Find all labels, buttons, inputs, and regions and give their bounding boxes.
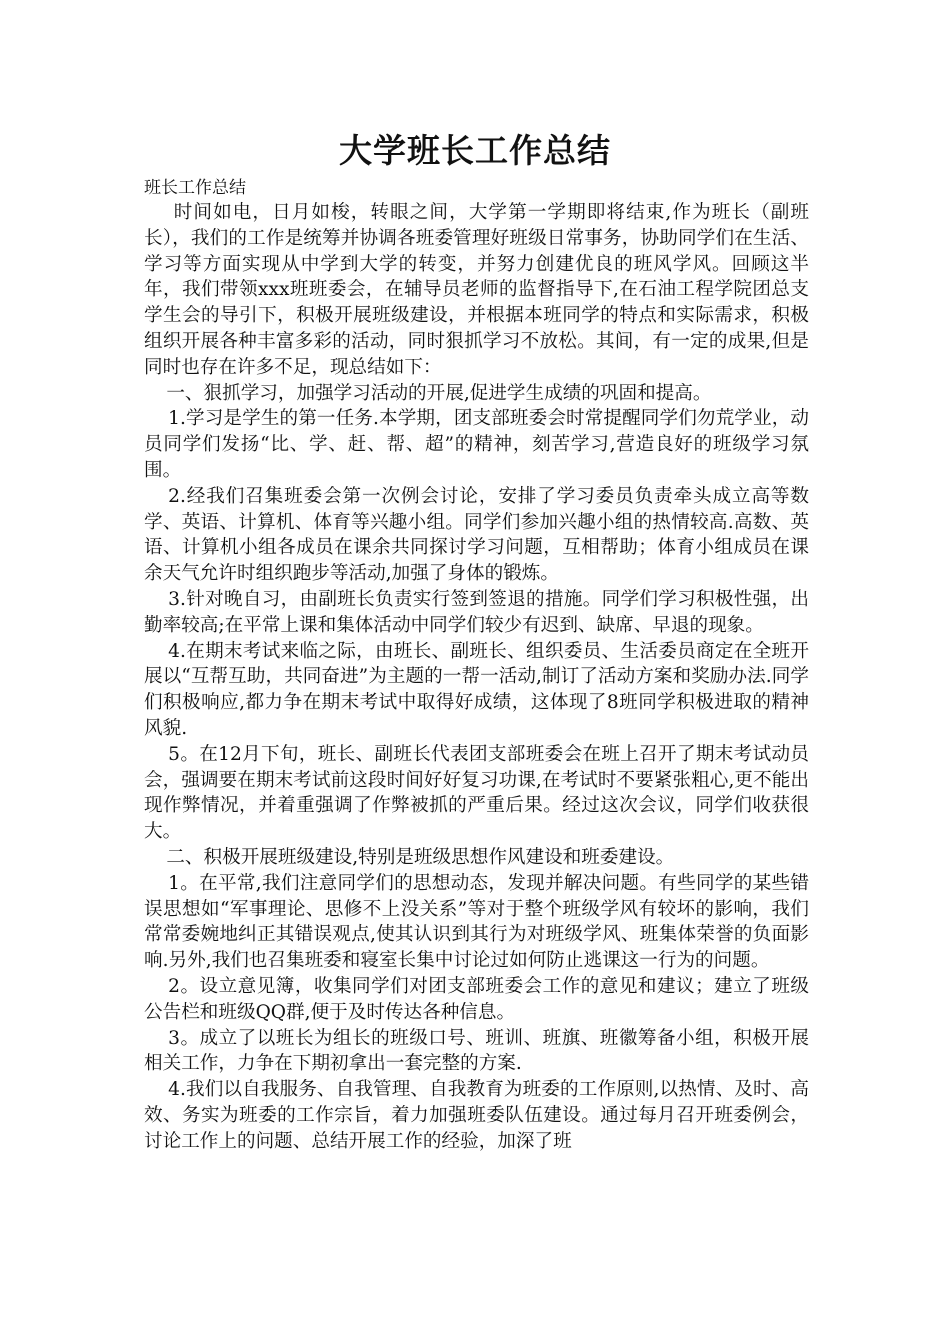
paragraph-item: 1。在平常,我们注意同学们的思想动态，发现并解决问题。有些同学的某些错误思想如“军事理论、思修不上没关系”等对于整个班级学风有较坏的影响，我们常常委婉地纠正其错误观点,使其认识到其行为对班级学风、班集体荣誉的负面影响.另外,我们也召集班委和寝室长集中讨论过如何防止逃课这一行为的问题。 <box>144 872 809 972</box>
document-body <box>144 200 809 1154</box>
section-heading-2: 二、积极开展班级建设,特别是班级思想作风建设和班委建设。 <box>166 846 675 868</box>
paragraph-item: 3。成立了以班长为组长的班级口号、班训、班旗、班徽筹备小组，积极开展相关工作，力争在下期初拿出一套完整的方案. <box>144 1027 809 1075</box>
paragraph-item: 5。在12月下旬，班长、副班长代表团支部班委会在班上召开了期末考试动员会，强调要在期末考试前这段时间好好复习功课,在考试时不要紧张粗心,更不能出现作弊情况，并着重强调了作弊被抓的严重后果。经过这次会议，同学们收获很大。 <box>144 743 809 843</box>
paragraph-item: 2。设立意见簿，收集同学们对团支部班委会工作的意见和建议；建立了班级公告栏和班级QQ群,便于及时传达各种信息。 <box>144 975 809 1023</box>
paragraph-item: 1.学习是学生的第一任务.本学期，团支部班委会时常提醒同学们勿荒学业，动员同学们发扬“比、学、赶、帮、超”的精神，刻苦学习,营造良好的班级学习氛围。 <box>144 408 809 481</box>
paragraph-item: 4.我们以自我服务、自我管理、自我教育为班委的工作原则,以热情、及时、高效、务实为班委的工作宗旨，着力加强班委队伍建设。通过每月召开班委例会，讨论工作上的问题、总结开展工作的经验，加深了班 <box>144 1079 809 1152</box>
paragraph-item: 3.针对晚自习，由副班长负责实行签到签退的措施。同学们学习积极性强，出勤率较高;在平常上课和集体活动中同学们较少有迟到、缺席、早退的现象。 <box>144 588 809 636</box>
paragraph-intro: 时间如电，日月如梭，转眼之间，大学第一学期即将结束,作为班长（副班长），我们的工作是统筹并协调各班委管理好班级日常事务，协助同学们在生活、学习等方面实现从中学到大学的转变，并努力创建优良的班风学风。回顾这半年，我们带领xxx班班委会，在辅导员老师的监督指导下,在石油工程学院团总支学生会的导引下，积极开展班级建设，并根据本班同学的特点和实际需求，积极组织开展各种丰富多彩的活动，同时狠抓学习不放松。其间，有一定的成果,但是同时也存在许多不足，现总结如下： <box>144 202 809 378</box>
paragraph-item: 4.在期末考试来临之际，由班长、副班长、组织委员、生活委员商定在全班开展以“互帮互助，共同奋进”为主题的一帮一活动,制订了活动方案和奖励办法.同学们积极响应,都力争在期末考试中取得好成绩，这体现了8班同学积极进取的精神风貌. <box>144 640 809 739</box>
section-heading-1: 一、狠抓学习，加强学习活动的开展,促进学生成绩的巩固和提高。 <box>166 382 712 404</box>
document-title: 大学班长工作总结 <box>339 131 611 170</box>
paragraph-item: 2.经我们召集班委会第一次例会讨论，安排了学习委员负责牵头成立高等数学、英语、计算机、体育等兴趣小组。同学们参加兴趣小组的热情较高.高数、英语、计算机小组各成员在课余共同探讨学习问题，互相帮助；体育小组成员在课余天气允许时组织跑步等活动,加强了身体的锻炼。 <box>144 485 809 585</box>
document-subtitle: 班长工作总结 <box>144 178 246 198</box>
